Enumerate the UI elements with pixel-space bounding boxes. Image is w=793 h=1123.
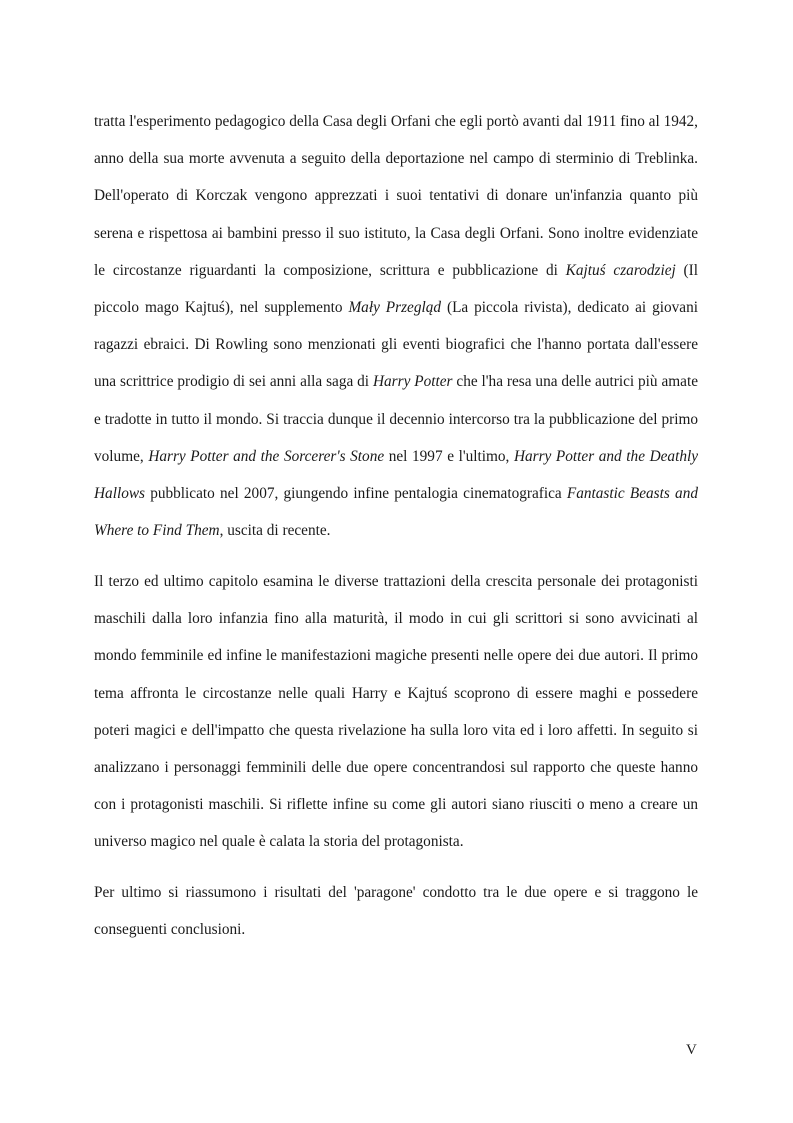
text-run: , uscita di recente.	[219, 522, 331, 540]
text-run: nel 1997 e l'ultimo,	[384, 447, 514, 465]
text-run: Per ultimo si riassumono i risultati del 'paragone' condotto tra le due opere e si traggono le conseguenti conclusioni.	[94, 884, 698, 939]
italic-title: Harry Potter	[372, 373, 453, 391]
italic-title: Harry Potter and the Deathly Hallows	[94, 447, 699, 503]
text-run: tratta l'esperimento pedagogico della Casa degli Orfani che egli portò avanti dal 1911 fino al 1942, anno della sua morte avvenuta a seguito della deportazione nel campo di sterminio di Treblinka. Dell'operato di Korczak vengono apprezzati i suoi tentativi di donare un'infanzia quanto più serena e rispettosa ai bambini presso il suo istituto, la Casa degli Orfani. Sono inoltre evidenziate le circostanze riguardanti la composizione, scrittura e pubblicazione di	[94, 113, 698, 279]
italic-title: Mały Przegląd	[348, 299, 442, 317]
paragraph-2	[94, 563, 698, 861]
text-run: Il terzo ed ultimo capitolo esamina le diverse trattazioni della crescita personale dei protagonisti maschili dalla loro infanzia fino alla maturità, il modo in cui gli scrittori si sono avvicinati al mondo femminile ed infine le manifestazioni magiche presenti nelle opere dei due autori. Il primo tema affronta le circostanze nelle quali Harry e Kajtuś scoprono di essere maghi e possedere poteri magici e dell'impatto che questa rivelazione ha sulla loro vita ed i loro affetti. In seguito si analizzano i personaggi femminili delle due opere concentrandosi sul rapporto che queste hanno con i protagonisti maschili. Si riflette infine su come gli autori siano riusciti o meno a creare un universo magico nel quale è calata la storia del protagonista.	[94, 573, 698, 851]
text-run: che l'ha resa una delle autrici più amate e tradotte in tutto il mondo. Si traccia dunque il decennio intercorso tra la pubblicazione del primo volume,	[94, 373, 698, 465]
text-run: (Il piccolo mago Kajtuś), nel supplemento	[94, 261, 698, 317]
paragraph-3	[94, 874, 698, 948]
italic-title: Kajtuś czarodziej	[565, 261, 676, 279]
italic-title: Harry Potter and the Sorcerer's Stone	[148, 447, 385, 465]
text-run: (La piccola rivista), dedicato ai giovani ragazzi ebraici. Di Rowling sono menzionati gli eventi biografici che l'hanno portata dall'essere una scrittrice prodigio di sei anni alla saga di	[94, 299, 698, 391]
paragraph-1	[94, 103, 698, 549]
text-run: pubblicato nel 2007, giungendo infine pentalogia cinematografica	[145, 485, 567, 503]
page-number: V	[686, 1042, 697, 1058]
italic-title: Fantastic Beasts and Where to Find Them	[94, 485, 698, 540]
